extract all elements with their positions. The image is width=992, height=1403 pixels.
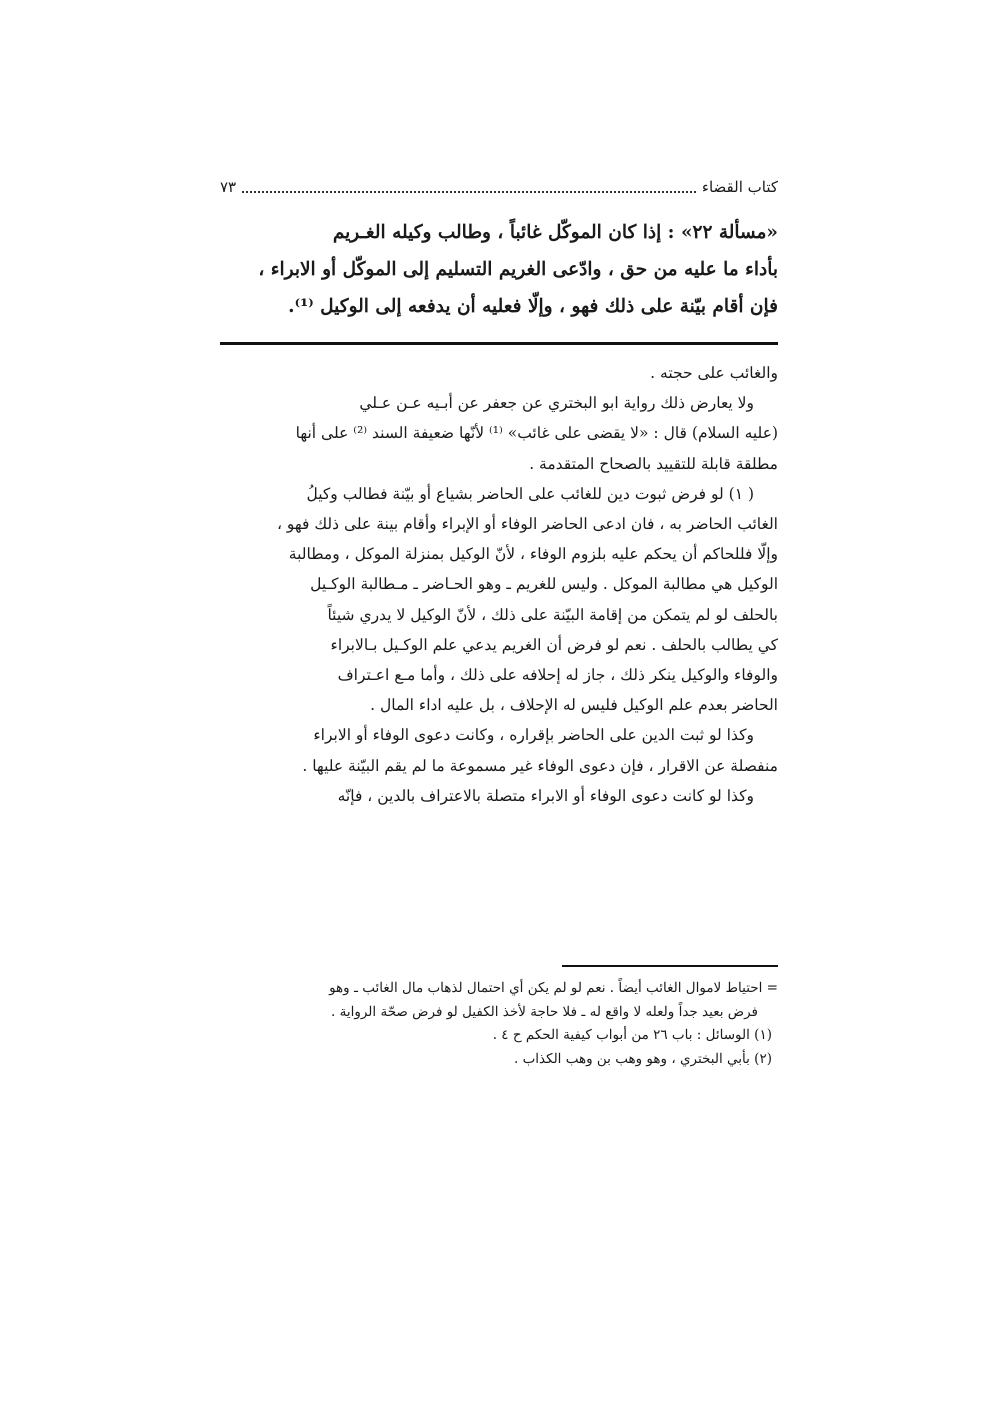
footnotes-block <box>220 977 778 1071</box>
commentary-line: بالحلف لو لم يتمكن من إقامة البيّنة على ذلك ، لأنّ الوكيل لا يدري شيئاً <box>327 605 778 624</box>
commentary-line: مطلقة قابلة للتقييد بالصحاح المتقدمة . <box>529 454 778 473</box>
commentary-line: ( ١) لو فرض ثبوت دين للغائب على الحاضر بشياع أو بيّنة فطالب وكيلُ <box>306 484 754 503</box>
running-header <box>220 176 778 198</box>
dotted-leader <box>242 191 696 193</box>
commentary-block <box>220 358 778 811</box>
main-text-block <box>220 214 778 325</box>
commentary-line: الوكيل هي مطالبة الموكل . وليس للغريم ـ وهو الحـاضر ـ مـطالبة الوكـيل <box>310 575 778 594</box>
footnote-2: (٢) بأبي البختري ، وهو وهب بن وهب الكذاب . <box>513 1050 772 1067</box>
commentary-line: الحاضر بعدم علم الوكيل فليس له الإحلاف ، بل عليه اداء المال . <box>370 696 778 715</box>
commentary-line: وإلّا فللحاكم أن يحكم عليه بلزوم الوفاء ، لأنّ الوكيل بمنزلة الموكل ، ومطالبة <box>288 545 778 564</box>
main-text-line: فإن أقام بيّنة على ذلك فهو ، وإلّا فعليه أن يدفعه إلى الوكيل ⁽¹⁾. <box>288 296 778 317</box>
main-text-line: «مسألة ٢٢» : إذا كان الموكّل غائباً ، وطالب وكيله الغـريم <box>332 222 778 243</box>
footnote-1: (١) الوسائل : باب ٢٦ من أبواب كيفية الحكم ح ٤ . <box>492 1027 772 1043</box>
commentary-line: ولا يعارض ذلك رواية ابو البختري عن جعفر عن أبـيه عـن عـلي <box>359 394 754 413</box>
commentary-line: والغائب على حجته . <box>650 364 778 382</box>
footnote-separator <box>562 965 778 967</box>
footnote-line: فرض بعيد جداً ولعله لا واقع له ـ فلا حاجة لأخذ الكفيل لو فرض صحّة الرواية . <box>331 1003 758 1020</box>
commentary-line: والوفاء والوكيل ينكر ذلك ، جاز له إحلافه على ذلك ، وأما مـع اعـتراف <box>337 666 778 685</box>
page-number: ٧٣ <box>220 178 237 196</box>
section-divider <box>220 342 778 345</box>
commentary-line: (عليه السلام) قال : «لا يقضى على غائب» ⁽¹⁾ لأنّها ضعيفة السند ⁽²⁾ على أنها <box>295 424 778 443</box>
commentary-line: منفصلة عن الاقرار ، فإن دعوى الوفاء غير مسموعة ما لم يقم البيّنة عليها . <box>302 756 778 775</box>
commentary-line: وكذا لو ثبت الدين على الحاضر بإقراره ، وكانت دعوى الوفاء أو الابراء <box>313 726 754 745</box>
book-title: كتاب القضاء <box>701 178 778 196</box>
main-text-line: بأداء ما عليه من حق ، وادّعى الغريم التسليم إلى الموكّل أو الابراء ، <box>258 259 778 280</box>
commentary-line: الغائب الحاضر به ، فان ادعى الحاضر الوفاء أو الإبراء وأقام بينة على ذلك فهو ، <box>276 515 778 534</box>
commentary-line: وكذا لو كانت دعوى الوفاء أو الابراء متصلة بالاعتراف بالدين ، فإنّه <box>337 786 754 805</box>
commentary-line: كي يطالب بالحلف . نعم لو فرض أن الغريم يدعي علم الوكـيل بـالابراء <box>330 635 778 654</box>
footnote-line: = احتياط لاموال الغائب أيضاً . نعم لو لم يكن أي احتمال لذهاب مال الغائب ـ وهو <box>329 980 778 996</box>
